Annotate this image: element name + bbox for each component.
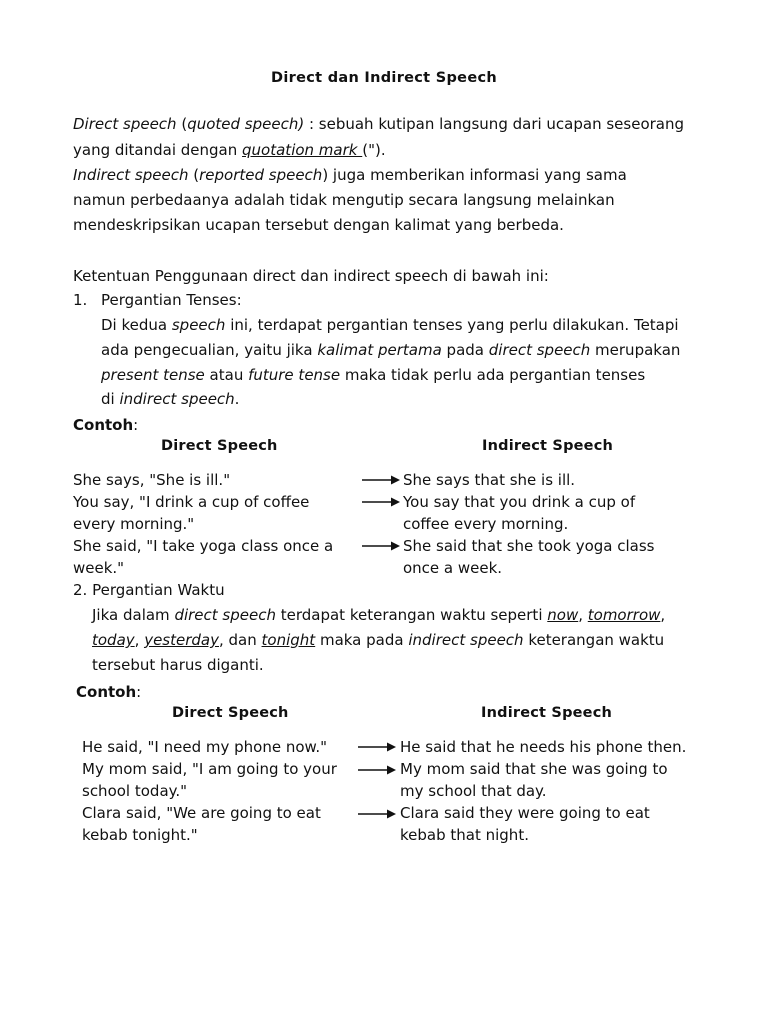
rules-intro: Ketentuan Penggunaan direct dan indirect speech di bawah ini: xyxy=(73,267,549,285)
term: direct speech xyxy=(488,341,591,359)
text: , dan xyxy=(219,631,262,649)
right-arrow-icon xyxy=(361,474,401,486)
text: , xyxy=(134,631,145,649)
section-1-paragraph-line-1 xyxy=(101,315,679,335)
intro-line-5: mendeskripsikan ucapan tersebut dengan kalimat yang berbeda. xyxy=(73,216,564,234)
term: speech xyxy=(171,316,226,334)
term: tomorrow xyxy=(587,606,661,624)
term: tonight xyxy=(261,631,316,649)
term-reported-speech: reported speech xyxy=(199,166,323,184)
term-quotation-mark: quotation mark xyxy=(242,141,363,159)
text: merupakan xyxy=(590,341,681,359)
right-arrow-icon xyxy=(361,496,401,508)
section-2-heading: 2. Pergantian Waktu xyxy=(73,581,225,599)
s2-row-2-direct-1: My mom said, "I am going to your xyxy=(82,760,337,778)
text: keterangan waktu xyxy=(523,631,665,649)
section-1-number: 1. xyxy=(73,291,88,309)
text: maka tidak perlu ada pergantian tenses xyxy=(340,366,646,384)
section-1-col-direct: Direct Speech xyxy=(161,438,278,454)
text: ) juga memberikan informasi yang sama xyxy=(322,166,627,184)
text: di xyxy=(101,390,120,408)
intro-line-3 xyxy=(73,165,627,185)
text: : xyxy=(133,416,139,434)
text: ada pengecualian, yaitu jika xyxy=(101,341,318,359)
term: kalimat pertama xyxy=(317,341,442,359)
right-arrow-icon xyxy=(357,808,397,820)
intro-line-4: namun perbedaanya adalah tidak mengutip secara langsung melainkan xyxy=(73,191,615,209)
s2-row-2-indirect-2: my school that day. xyxy=(400,782,547,800)
text: Contoh xyxy=(73,416,134,434)
term-quoted-speech: quoted speech) xyxy=(187,115,305,133)
s1-row-2-indirect-2: coffee every morning. xyxy=(403,515,569,533)
term: direct speech xyxy=(174,606,276,624)
text: . xyxy=(234,390,240,408)
s2-row-1-indirect: He said that he needs his phone then. xyxy=(400,738,687,756)
section-1-contoh-label xyxy=(73,415,138,435)
s1-row-3-indirect-2: once a week. xyxy=(403,559,503,577)
s1-row-3-direct-2: week." xyxy=(73,559,125,577)
text: ( xyxy=(176,115,188,133)
section-1-paragraph-line-4 xyxy=(101,389,239,409)
text: ini, terdapat pergantian tenses yang perlu dilakukan. Tetapi xyxy=(225,316,679,334)
term: present tense xyxy=(101,366,205,384)
text: ( xyxy=(188,166,200,184)
page-title: Direct dan Indirect Speech xyxy=(271,70,497,86)
intro-line-1 xyxy=(73,114,684,134)
s2-row-3-direct-2: kebab tonight." xyxy=(82,826,198,844)
section-2-paragraph-line-2 xyxy=(92,630,664,650)
right-arrow-icon xyxy=(357,764,397,776)
section-1-paragraph-line-3 xyxy=(101,365,645,385)
section-2-contoh-label xyxy=(76,682,141,702)
s2-row-3-indirect-1: Clara said they were going to eat xyxy=(400,804,650,822)
s2-row-3-direct-1: Clara said, "We are going to eat xyxy=(82,804,321,822)
text: maka pada xyxy=(315,631,409,649)
term: today xyxy=(92,631,135,649)
term: now xyxy=(547,606,579,624)
s1-row-3-direct-1: She said, "I take yoga class once a xyxy=(73,537,334,555)
term: indirect speech xyxy=(408,631,524,649)
text: ("). xyxy=(362,141,386,159)
s1-row-2-direct-2: every morning." xyxy=(73,515,195,533)
text: : xyxy=(136,683,142,701)
section-1-col-indirect: Indirect Speech xyxy=(482,438,614,454)
s1-row-1-indirect: She says that she is ill. xyxy=(403,471,576,489)
text: atau xyxy=(204,366,249,384)
s2-row-2-direct-2: school today." xyxy=(82,782,188,800)
s1-row-3-indirect-1: She said that she took yoga class xyxy=(403,537,655,555)
text: , xyxy=(660,606,666,624)
s1-row-2-direct-1: You say, "I drink a cup of coffee xyxy=(73,493,310,511)
s2-row-3-indirect-2: kebab that night. xyxy=(400,826,529,844)
term: future tense xyxy=(248,366,341,384)
section-2-paragraph-line-1 xyxy=(92,605,665,625)
section-1-heading: Pergantian Tenses: xyxy=(101,291,242,309)
text: pada xyxy=(441,341,489,359)
section-2-col-indirect: Indirect Speech xyxy=(481,705,613,721)
text: yang ditandai dengan xyxy=(73,141,243,159)
right-arrow-icon xyxy=(357,741,397,753)
term: indirect speech xyxy=(119,390,235,408)
text: Contoh xyxy=(76,683,137,701)
right-arrow-icon xyxy=(361,540,401,552)
text: terdapat keterangan waktu seperti xyxy=(275,606,548,624)
s1-row-1-direct: She says, "She is ill." xyxy=(73,471,231,489)
section-2-col-direct: Direct Speech xyxy=(172,705,289,721)
term-indirect-speech: Indirect speech xyxy=(73,166,189,184)
text: : sebuah kutipan langsung dari ucapan seseorang xyxy=(304,115,685,133)
s2-row-2-indirect-1: My mom said that she was going to xyxy=(400,760,668,778)
text: Di kedua xyxy=(101,316,172,334)
section-1-paragraph-line-2 xyxy=(101,340,680,360)
text: , xyxy=(578,606,588,624)
intro-line-2 xyxy=(73,140,386,160)
text: Jika dalam xyxy=(92,606,175,624)
term-direct-speech: Direct speech xyxy=(73,115,177,133)
s2-row-1-direct: He said, "I need my phone now." xyxy=(82,738,328,756)
term: yesterday xyxy=(144,631,219,649)
section-2-paragraph-line-3: tersebut harus diganti. xyxy=(92,656,264,674)
s1-row-2-indirect-1: You say that you drink a cup of xyxy=(403,493,636,511)
